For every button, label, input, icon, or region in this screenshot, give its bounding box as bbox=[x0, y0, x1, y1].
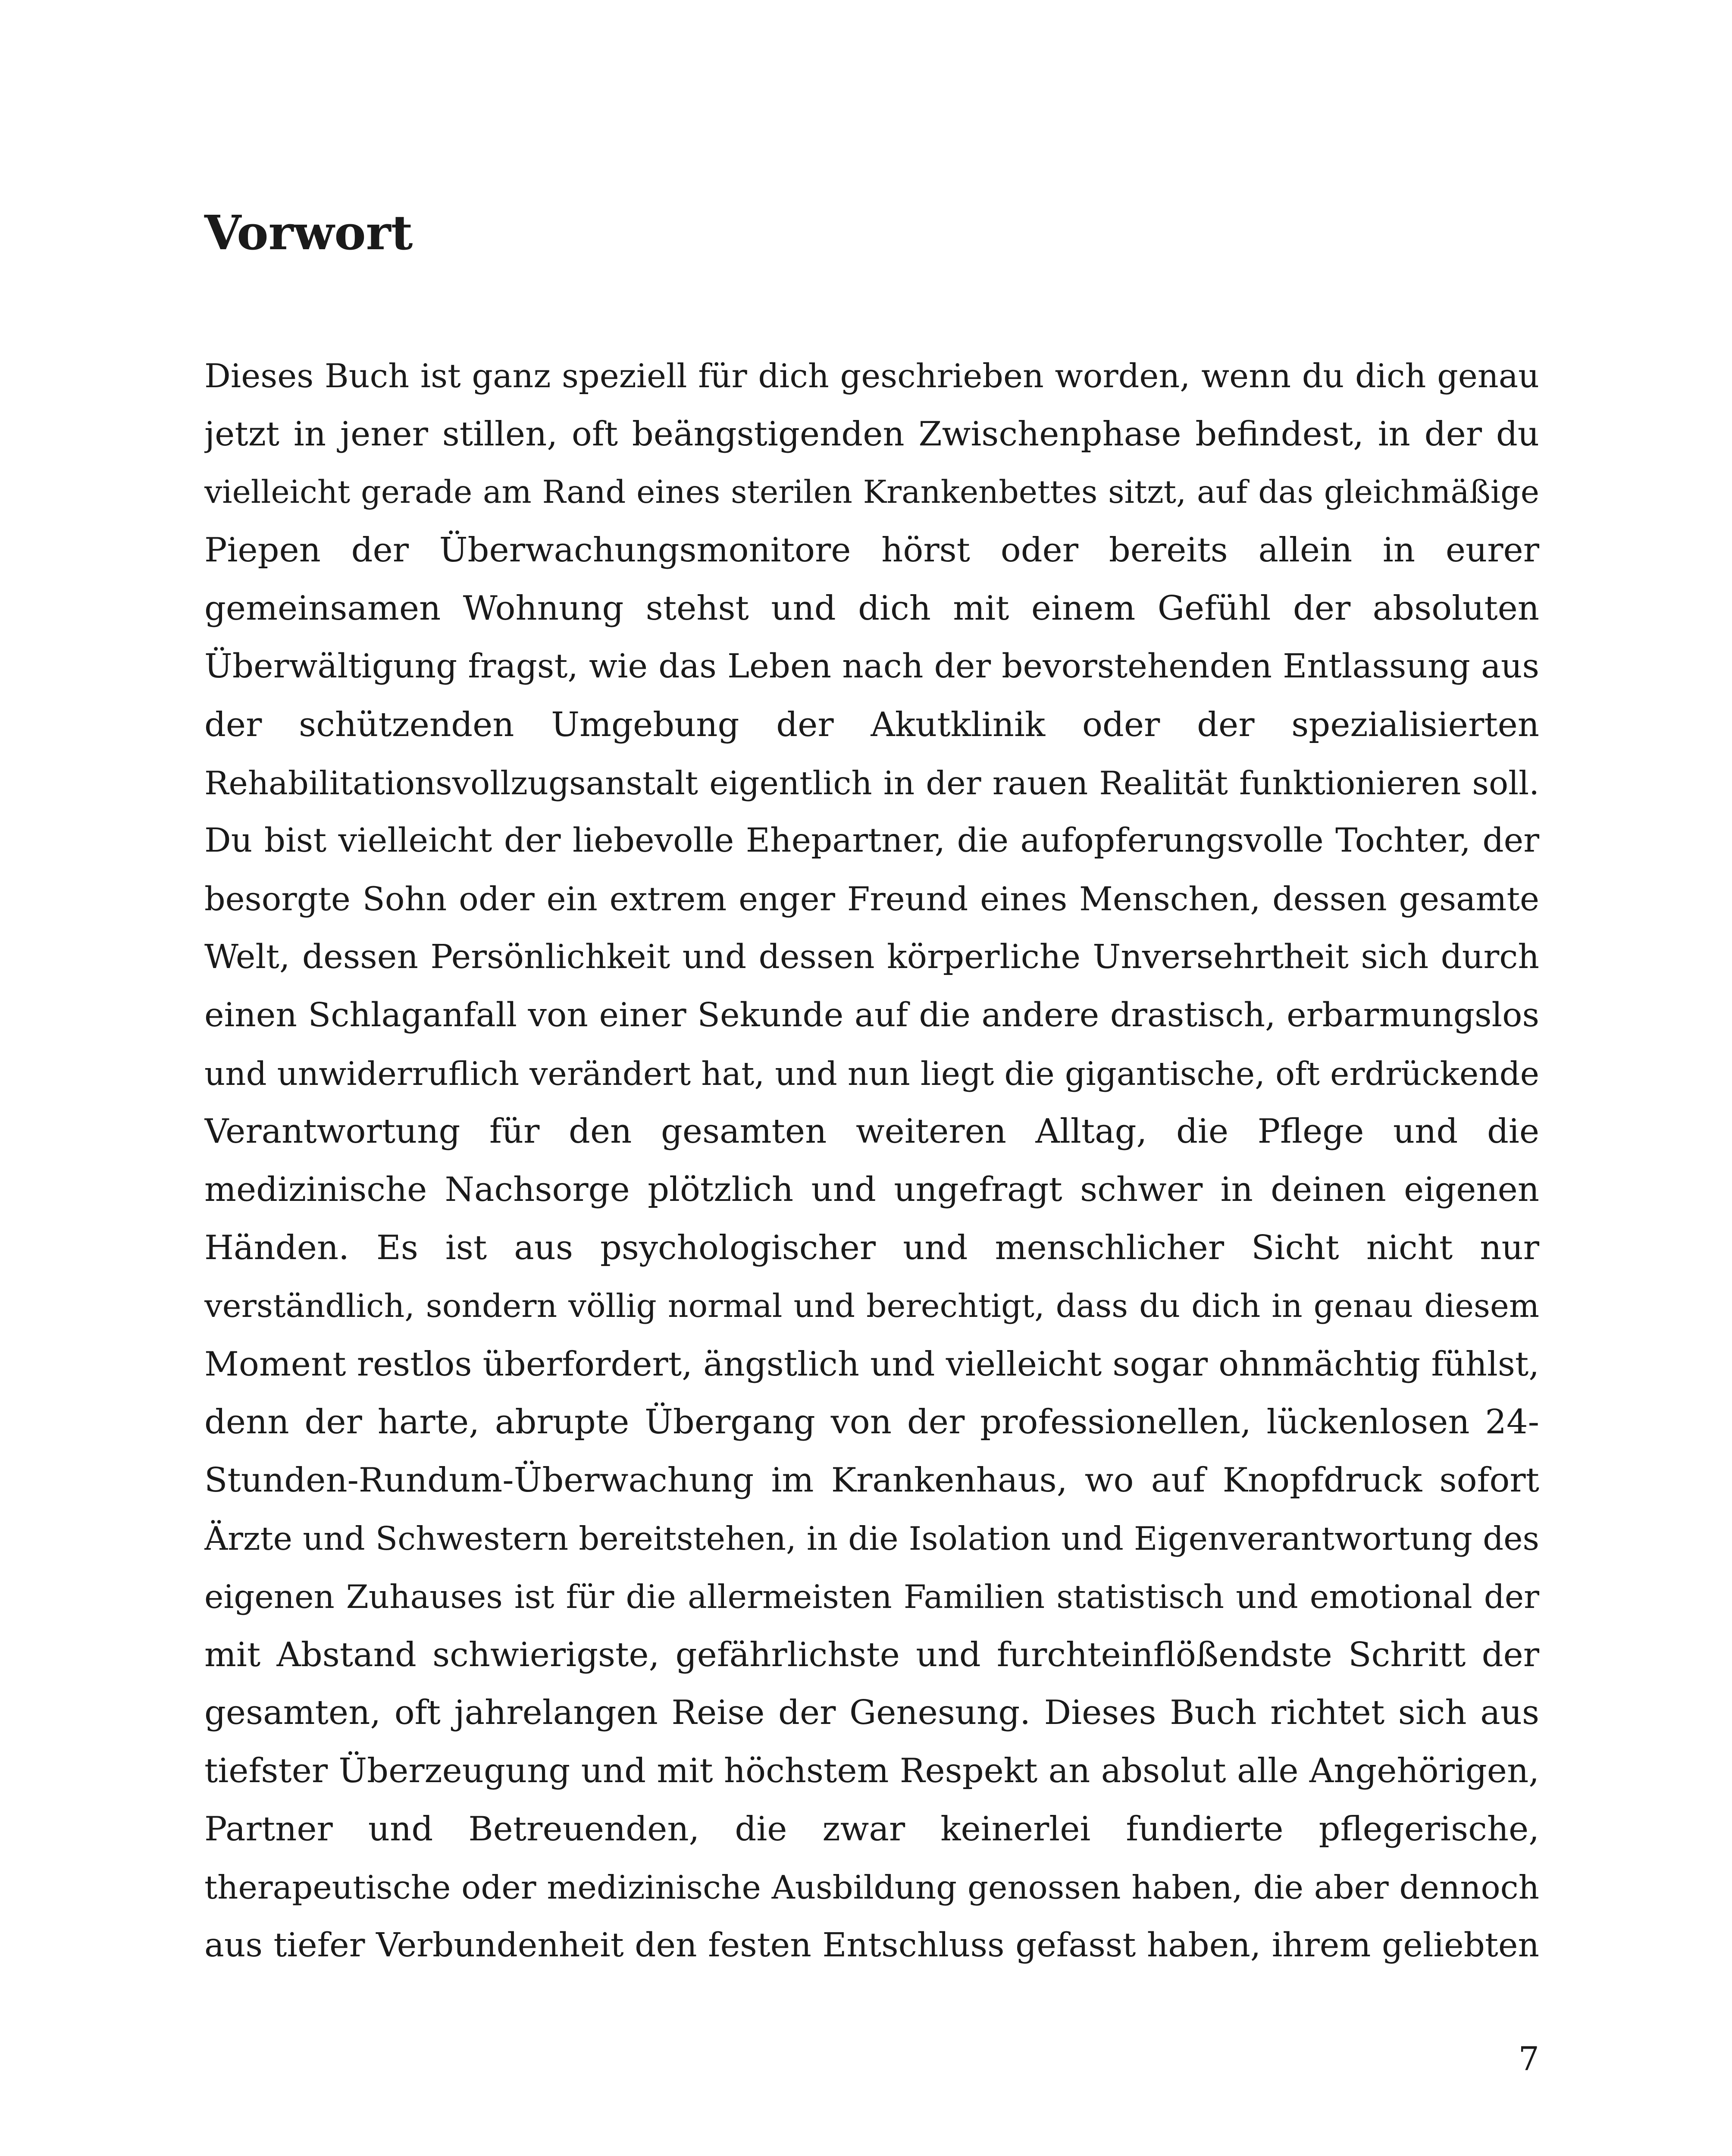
text-line: Partner und Betreuenden, die zwar keinerlei fundierte pflegerische, bbox=[204, 1809, 1539, 1849]
body-text bbox=[204, 347, 1539, 1974]
text-line: mit Abstand schwierigste, gefährlichste und furchteinflößendste Schritt der bbox=[204, 1635, 1539, 1674]
chapter-heading: Vorwort bbox=[204, 205, 413, 260]
text-line: Rehabilitationsvollzugsanstalt eigentlich in der rauen Realität funktionieren soll. bbox=[204, 764, 1539, 802]
page-number: 7 bbox=[1518, 2040, 1539, 2078]
text-line: Ärzte und Schwestern bereitstehen, in die Isolation und Eigenverantwortung des bbox=[204, 1519, 1539, 1557]
text-line: der schützenden Umgebung der Akutklinik oder der spezialisierten bbox=[204, 705, 1539, 744]
text-line: Moment restlos überfordert, ängstlich und vielleicht sogar ohnmächtig fühlst, bbox=[204, 1344, 1539, 1384]
text-line: Händen. Es ist aus psychologischer und menschlicher Sicht nicht nur bbox=[204, 1228, 1539, 1267]
text-line: tiefster Überzeugung und mit höchstem Respekt an absolut alle Angehörigen, bbox=[204, 1752, 1539, 1791]
text-line: jetzt in jener stillen, oft beängstigenden Zwischenphase befindest, in der du bbox=[204, 414, 1539, 454]
text-line: aus tiefer Verbundenheit den festen Entschluss gefasst haben, ihrem geliebten bbox=[204, 1926, 1539, 1965]
text-line: Stunden-Rundum-Überwachung im Krankenhaus, wo auf Knopfdruck sofort bbox=[204, 1461, 1539, 1500]
text-line: und unwiderruflich verändert hat, und nun liegt die gigantische, oft erdrückende bbox=[204, 1054, 1539, 1093]
text-line: Welt, dessen Persönlichkeit und dessen körperliche Unversehrtheit sich durch bbox=[204, 937, 1539, 976]
text-line: eigenen Zuhauses ist für die allermeisten Familien statistisch und emotional der bbox=[204, 1577, 1539, 1616]
text-line: verständlich, sondern völlig normal und berechtigt, dass du dich in genau diesem bbox=[204, 1287, 1539, 1325]
text-line: medizinische Nachsorge plötzlich und ungefragt schwer in deinen eigenen bbox=[204, 1170, 1539, 1210]
text-line: denn der harte, abrupte Übergang von der professionellen, lückenlosen 24- bbox=[204, 1403, 1539, 1442]
text-line: Überwältigung fragst, wie das Leben nach der bevorstehenden Entlassung aus bbox=[204, 647, 1539, 686]
text-line: Verantwortung für den gesamten weiteren Alltag, die Pflege und die bbox=[204, 1112, 1539, 1151]
text-line: gemeinsamen Wohnung stehst und dich mit einem Gefühl der absoluten bbox=[204, 589, 1539, 628]
text-line: therapeutische oder medizinische Ausbildung genossen haben, die aber dennoch bbox=[204, 1868, 1539, 1906]
text-line: einen Schlaganfall von einer Sekunde auf die andere drastisch, erbarmungslos bbox=[204, 996, 1539, 1034]
text-line: Dieses Buch ist ganz speziell für dich geschrieben worden, wenn du dich genau bbox=[204, 357, 1539, 395]
text-line: besorgte Sohn oder ein extrem enger Freund eines Menschen, dessen gesamte bbox=[204, 880, 1539, 918]
text-line: Du bist vielleicht der liebevolle Ehepartner, die aufopferungsvolle Tochter, der bbox=[204, 821, 1539, 860]
text-line: Piepen der Überwachungsmonitore hörst oder bereits allein in eurer bbox=[204, 531, 1539, 570]
text-line: gesamten, oft jahrelangen Reise der Genesung. Dieses Buch richtet sich aus bbox=[204, 1693, 1539, 1733]
text-line: vielleicht gerade am Rand eines sterilen Krankenbettes sitzt, auf das gleichmäßige bbox=[204, 473, 1539, 511]
